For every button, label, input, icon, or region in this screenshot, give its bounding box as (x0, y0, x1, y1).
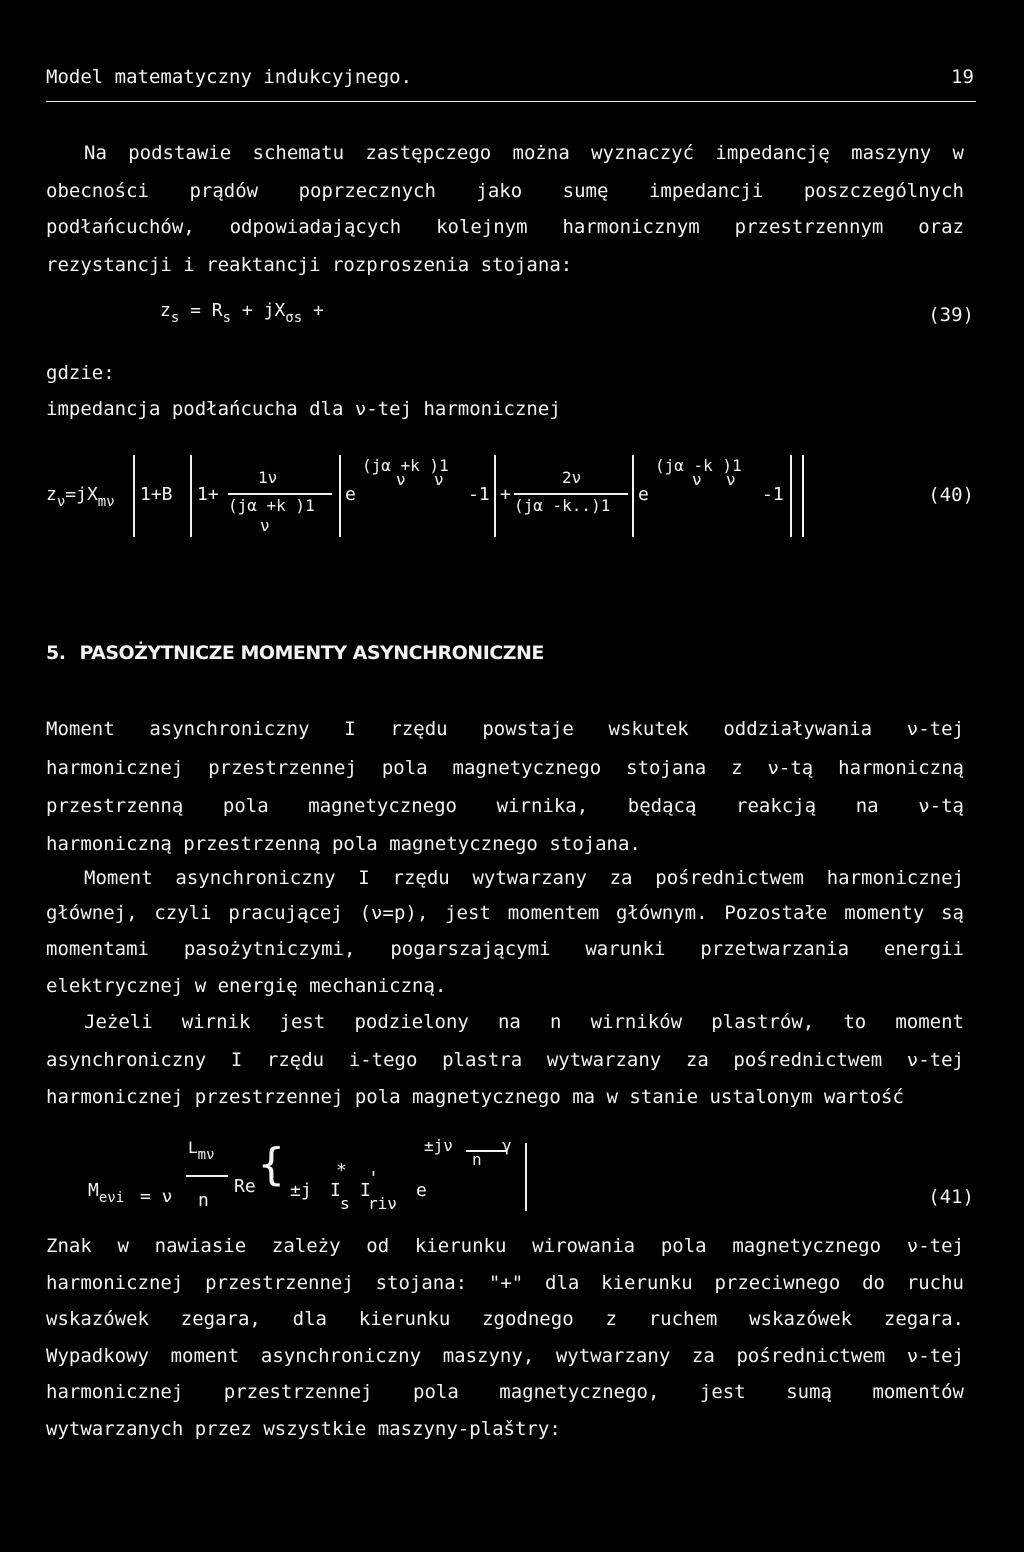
para5-line-6: wytwarzanych przez wszystkie maszyny-plaštry: (46, 1418, 561, 1440)
para1-line-2: obecności prądów poprzecznych jako sumę impedancji poszczególnych (46, 180, 964, 202)
gdzie-label: gdzie: (46, 362, 115, 384)
brace-right-1 (802, 455, 804, 537)
para2-line-3: przestrzenną pola magnetycznego wirnika, będącą reakcją na ν-tą (46, 795, 964, 817)
para2-line-2: harmonicznej przestrzennej pola magnetycznego stojana z ν-tą harmoniczną (46, 757, 964, 779)
para4-line-2: asynchroniczny I rzędu i-tego plastra wytwarzany za pośrednictwem ν-tej (46, 1049, 964, 1071)
impedance-label: impedancja podłańcucha dla ν-tej harmonicznej (46, 398, 561, 420)
para5-line-5: harmonicznej przestrzennej pola magnetycznego, jest sumą momentów (46, 1381, 964, 1403)
para5-line-3: wskazówek zegara, dla kierunku zgodnego z ruchem wskazówek zegara. (46, 1308, 964, 1330)
equation-41-number: (41) (928, 1186, 974, 1208)
header-rule (46, 101, 976, 102)
equation-40-number: (40) (928, 484, 974, 506)
brace-right-3 (494, 455, 496, 537)
para2-line-4: harmoniczną przestrzenną pola magnetycznego stojana. (46, 833, 641, 855)
para3-line-2: głównej, czyli pracującej (ν=p), jest momentem głównym. Pozostałe momenty są (46, 902, 964, 924)
equation-39: $z_s = R_s + jX_{\sigma s}$ + (160, 300, 324, 326)
para3-line-3: momentami pasożytniczymi, pogarszającymi warunki przetwarzania energii (46, 938, 964, 960)
fraction-bar-1 (228, 493, 332, 495)
page-number: 19 (951, 66, 974, 88)
brace-left-3 (339, 455, 341, 537)
running-header-title: Model matematyczny indukcyjnego. (46, 66, 413, 88)
section-heading: 5. PASOŻYTNICZE MOMENTY ASYNCHRONICZNE (46, 642, 544, 664)
para2-line-1: Moment asynchroniczny I rzędu powstaje wskutek oddziaływania ν-tej (46, 718, 964, 740)
para1-line-1: Na podstawie schematu zastępczego można wyznaczyć impedancję maszyny w (84, 142, 964, 164)
equation-39-number: (39) (928, 304, 974, 326)
para1-line-3: podłańcuchów, odpowiadających kolejnym harmonicznym przestrzennym oraz (46, 216, 964, 238)
para3-line-4: elektrycznej w energię mechaniczną. (46, 975, 447, 997)
para5-line-4: Wypadkowy moment asynchroniczny maszyny, wytwarzany za pośrednictwem ν-tej (46, 1345, 964, 1367)
brace-left-1 (133, 455, 135, 537)
brace-left-4 (632, 455, 634, 537)
para5-line-1: Znak w nawiasie zależy od kierunku wirowania pola magnetycznego ν-tej (46, 1235, 964, 1257)
para3-line-1: Moment asynchroniczny I rzędu wytwarzany za pośrednictwem harmonicznej (84, 867, 964, 889)
brace-open-41: { (258, 1139, 285, 1190)
para1-line-4: rezystancji i reaktancji rozproszenia stojana: (46, 254, 573, 276)
brace-right-4 (790, 455, 792, 537)
fraction-bar-41 (186, 1175, 228, 1177)
para4-line-3: harmonicznej przestrzennej pola magnetycznego ma w stanie ustalonym wartość (46, 1086, 904, 1108)
fraction-bar-2 (514, 493, 628, 495)
brace-close-41 (525, 1143, 527, 1211)
para4-line-1: Jeżeli wirnik jest podzielony na n wirników plastrów, to moment (84, 1011, 964, 1033)
brace-left-2 (190, 455, 192, 537)
para5-line-2: harmonicznej przestrzennej stojana: "+" dla kierunku przeciwnego do ruchu (46, 1272, 964, 1294)
